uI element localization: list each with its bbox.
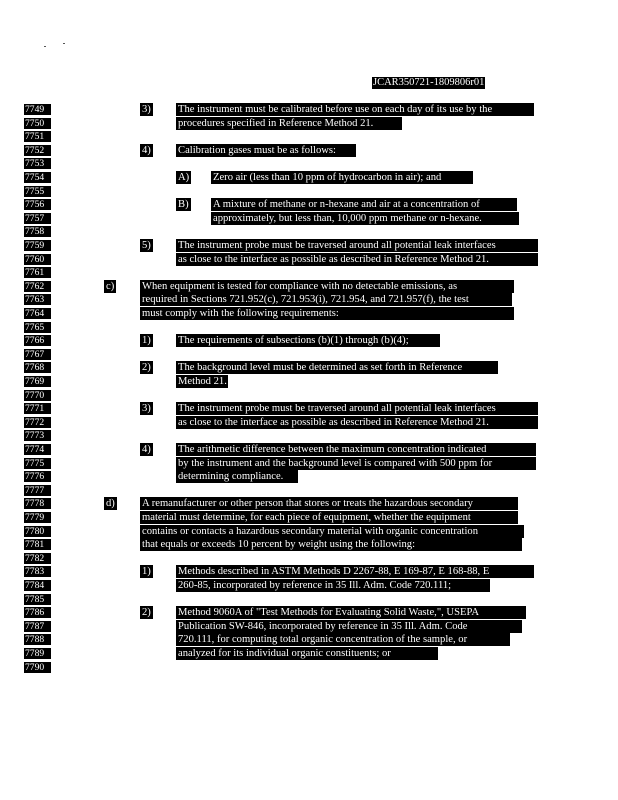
line-number: 7775 [24,458,51,469]
item-b-text-line: approximately, but less than, 10,000 ppm methane or n-hexane. [211,212,519,225]
line-number: 7773 [24,430,51,441]
item-c4-text-line: determining compliance. [176,470,298,483]
line-number: 7767 [24,349,51,360]
item-c1-label: 1) [142,335,151,346]
line-number: 7789 [24,648,51,659]
item-c2-label: 2) [142,362,151,373]
line-number: 7784 [24,580,51,591]
item-c4-label: 4) [142,444,151,455]
line-number: 7790 [24,662,51,673]
line-number: 7753 [24,158,51,169]
item-4-label: 4) [142,145,151,156]
line-number: 7780 [24,526,51,537]
line-number: 7772 [24,417,51,428]
item-c1-text-line: The requirements of subsections (b)(1) through (b)(4); [176,334,440,347]
item-c3-text-line: The instrument probe must be traversed around all potential leak interfaces [176,402,538,415]
line-number: 7776 [24,471,51,482]
line-number: 7764 [24,308,51,319]
line-number: 7754 [24,172,51,183]
item-d2-text-line: Publication SW-846, incorporated by reference in 35 Ill. Adm. Code [176,620,522,633]
line-number: 7778 [24,498,51,509]
item-c3-text-line: as close to the interface as possible as described in Reference Method 21. [176,416,538,429]
subsection-d-label: d) [106,498,115,509]
item-5-label: 5) [142,240,151,251]
subsection-c-text-line: When equipment is tested for compliance with no detectable emissions, as [140,280,514,293]
line-number: 7769 [24,376,51,387]
line-number: 7759 [24,240,51,251]
subsection-d-text-line: contains or contacts a hazardous secondary material with organic concentration [140,525,524,538]
line-number: 7762 [24,281,51,292]
item-d2-text-line: 720.111, for computing total organic concentration of the sample, or [176,633,510,646]
subsection-d-text-line: A remanufacturer or other person that stores or treats the hazardous secondary [140,497,518,510]
line-number: 7787 [24,621,51,632]
item-a-text-line: Zero air (less than 10 ppm of hydrocarbon in air); and [211,171,473,184]
item-d1-label: 1) [142,566,151,577]
item-c2-text-line: Method 21. [178,376,227,387]
item-3-label: 3) [142,104,151,115]
scan-speck [63,43,65,44]
item-c3-label: 3) [142,403,151,414]
line-number: 7756 [24,199,51,210]
line-number: 7785 [24,594,51,605]
subsection-d-text-line: that equals or exceeds 10 percent by weight using the following: [140,538,522,551]
item-d1-text-line: 260-85, incorporated by reference in 35 Ill. Adm. Code 720.111; [176,579,490,592]
line-number: 7779 [24,512,51,523]
subsection-c-text-line: required in Sections 721.952(c), 721.953(i), 721.954, and 721.957(f), the test [140,293,512,306]
line-number: 7755 [24,186,51,197]
item-3-text-line: procedures specified in Reference Method 21. [176,117,402,130]
item-b-text-line: A mixture of methane or n-hexane and air at a concentration of [211,198,517,211]
line-number: 7750 [24,118,51,129]
line-number: 7758 [24,226,51,237]
item-5-text-line: as close to the interface as possible as described in Reference Method 21. [176,253,538,266]
item-d1-text-line: Methods described in ASTM Methods D 2267-88, E 169-87, E 168-88, E [176,565,534,578]
line-number: 7761 [24,267,51,278]
item-3-text-line: The instrument must be calibrated before use on each day of its use by the [176,103,534,116]
line-number: 7749 [24,104,51,115]
item-c2-text-line: The background level must be determined as set forth in Reference [176,361,498,374]
item-a-label: A) [178,172,190,183]
subsection-c-label: c) [106,281,115,292]
line-number: 7777 [24,485,51,496]
scan-speck [44,46,46,47]
line-number: 7757 [24,213,51,224]
line-number: 7786 [24,607,51,618]
line-number: 7771 [24,403,51,414]
line-number: 7752 [24,145,51,156]
line-number: 7781 [24,539,51,550]
line-number: 7770 [24,390,51,401]
line-number: 7788 [24,634,51,645]
item-c4-text-line: The arithmetic difference between the maximum concentration indicated [176,443,536,456]
document-id-header: JCAR350721-1809806r01 [373,77,485,88]
line-number: 7763 [24,294,51,305]
line-number: 7751 [24,131,51,142]
item-d2-text-line: analyzed for its individual organic constituents; or [176,647,438,660]
subsection-d-text-line: material must determine, for each piece of equipment, whether the equipment [140,511,518,524]
line-number: 7766 [24,335,51,346]
line-number: 7765 [24,322,51,333]
line-number: 7783 [24,566,51,577]
item-d2-text-line: Method 9060A of "Test Methods for Evaluating Solid Waste,", USEPA [176,606,526,619]
item-c4-text-line: by the instrument and the background level is compared with 500 ppm for [176,457,536,470]
line-number: 7768 [24,362,51,373]
line-number: 7774 [24,444,51,455]
item-b-label: B) [178,199,189,210]
subsection-c-text-line: must comply with the following requirements: [140,307,514,320]
item-d2-label: 2) [142,607,151,618]
line-number: 7760 [24,254,51,265]
item-4-text-line: Calibration gases must be as follows: [176,144,356,157]
line-number: 7782 [24,553,51,564]
item-5-text-line: The instrument probe must be traversed around all potential leak interfaces [176,239,538,252]
